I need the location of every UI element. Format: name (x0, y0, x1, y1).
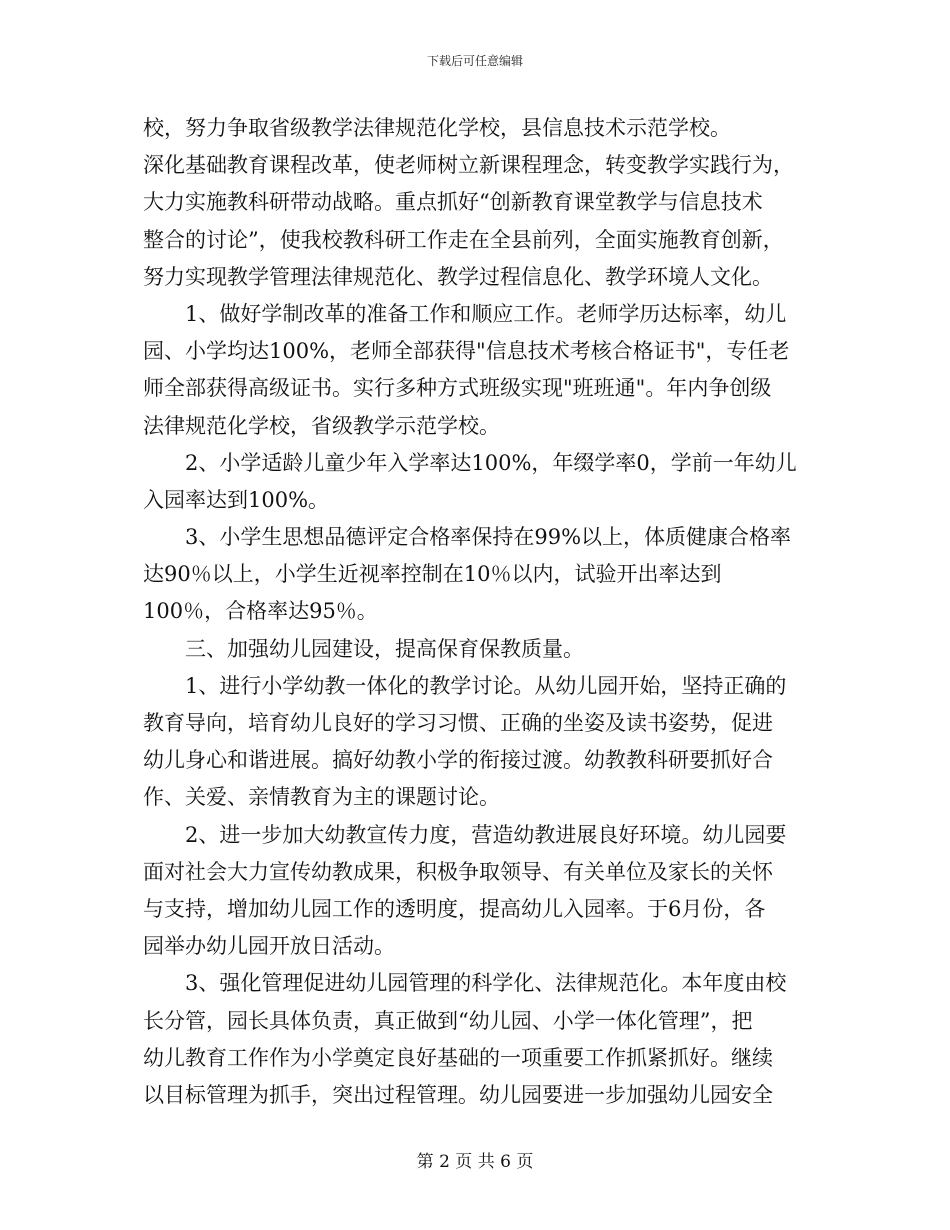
text-line: 大力实施教科研带动战略。重点抓好“创新教育课堂教学与信息技术 (143, 190, 763, 215)
text-line: 校，努力争取省级教学法律规范化学校，县信息技术示范学校。 (143, 116, 731, 140)
text-line: 园、小学均达100%，老师全部获得"信息技术考核合格证书"，专任老 (143, 339, 790, 364)
text-line: 努力实现教学管理法律规范化、教学过程信息化、教学环境人文化。 (143, 264, 773, 289)
document-body (143, 110, 811, 1114)
text-line: 教育导向，培育幼儿良好的学习习惯、正确的坐姿及读书姿势，促进 (143, 711, 773, 735)
text-line: 与支持，增加幼儿园工作的透明度，提高幼儿入园率。于6月份，各 (143, 896, 766, 921)
text-line: 师全部获得高级证书。实行多种方式班级实现"班班通"。年内争创级 (143, 376, 772, 401)
text-line: 面对社会大力宣传幼教成果，积极争取领导、有关单位及家长的关怀 (143, 859, 773, 884)
text-line: 园举办幼儿园开放日活动。 (143, 934, 395, 959)
text-line: 达90％以上，小学生近视率控制在10％以内，试验开出率达到 (143, 562, 722, 587)
text-line: 幼儿教育工作作为小学奠定良好基础的一项重要工作抓紧抓好。继续 (143, 1045, 773, 1070)
page-header: 下载后可任意编辑 (426, 54, 523, 68)
text-line: 2、进一步加大幼教宣传力度，营造幼教进展良好环境。幼儿园要 (185, 822, 787, 847)
text-line: 1、进行小学幼教一体化的教学讨论。从幼儿园开始，坚持正确的 (185, 673, 787, 698)
text-line: 入园率达到100%。 (143, 487, 330, 512)
text-line: 深化基础教育课程改革，使老师树立新课程理念，转变教学实践行为， (143, 153, 794, 178)
text-line: 1、做好学制改革的准备工作和顺应工作。老师学历达标率，幼儿 (185, 301, 787, 326)
text-line: 以目标管理为抓手，突出过程管理。幼儿园要进一步加强幼儿园安全 (143, 1082, 773, 1107)
text-line: 长分管，园长具体负责，真正做到“幼儿园、小学一体化管理”，把 (143, 1008, 753, 1033)
text-line: 100％，合格率达95％。 (143, 599, 378, 624)
text-line: 法律规范化学校，省级教学示范学校。 (143, 413, 500, 438)
text-line: 三、加强幼儿园建设，提高保育保教质量。 (185, 636, 584, 661)
text-line: 2、小学适龄儿童少年入学率达100%，年缀学率0，学前一年幼儿 (185, 450, 797, 475)
text-line: 作、关爱、亲情教育为主的课题讨论。 (143, 785, 500, 810)
text-line: 幼儿身心和谐进展。搞好幼教小学的衔接过渡。幼教教科研要抓好合 (143, 748, 773, 773)
text-line: 整合的讨论”，使我校教科研工作走在全县前列，全面实施教育创新， (143, 227, 784, 252)
text-line: 3、强化管理促进幼儿园管理的科学化、法律规范化。本年度由校 (185, 971, 787, 996)
page-number-footer: 第 2 页 共 6 页 (416, 1152, 534, 1172)
text-line: 3、小学生思想品德评定合格率保持在99%以上，体质健康合格率 (185, 525, 792, 550)
